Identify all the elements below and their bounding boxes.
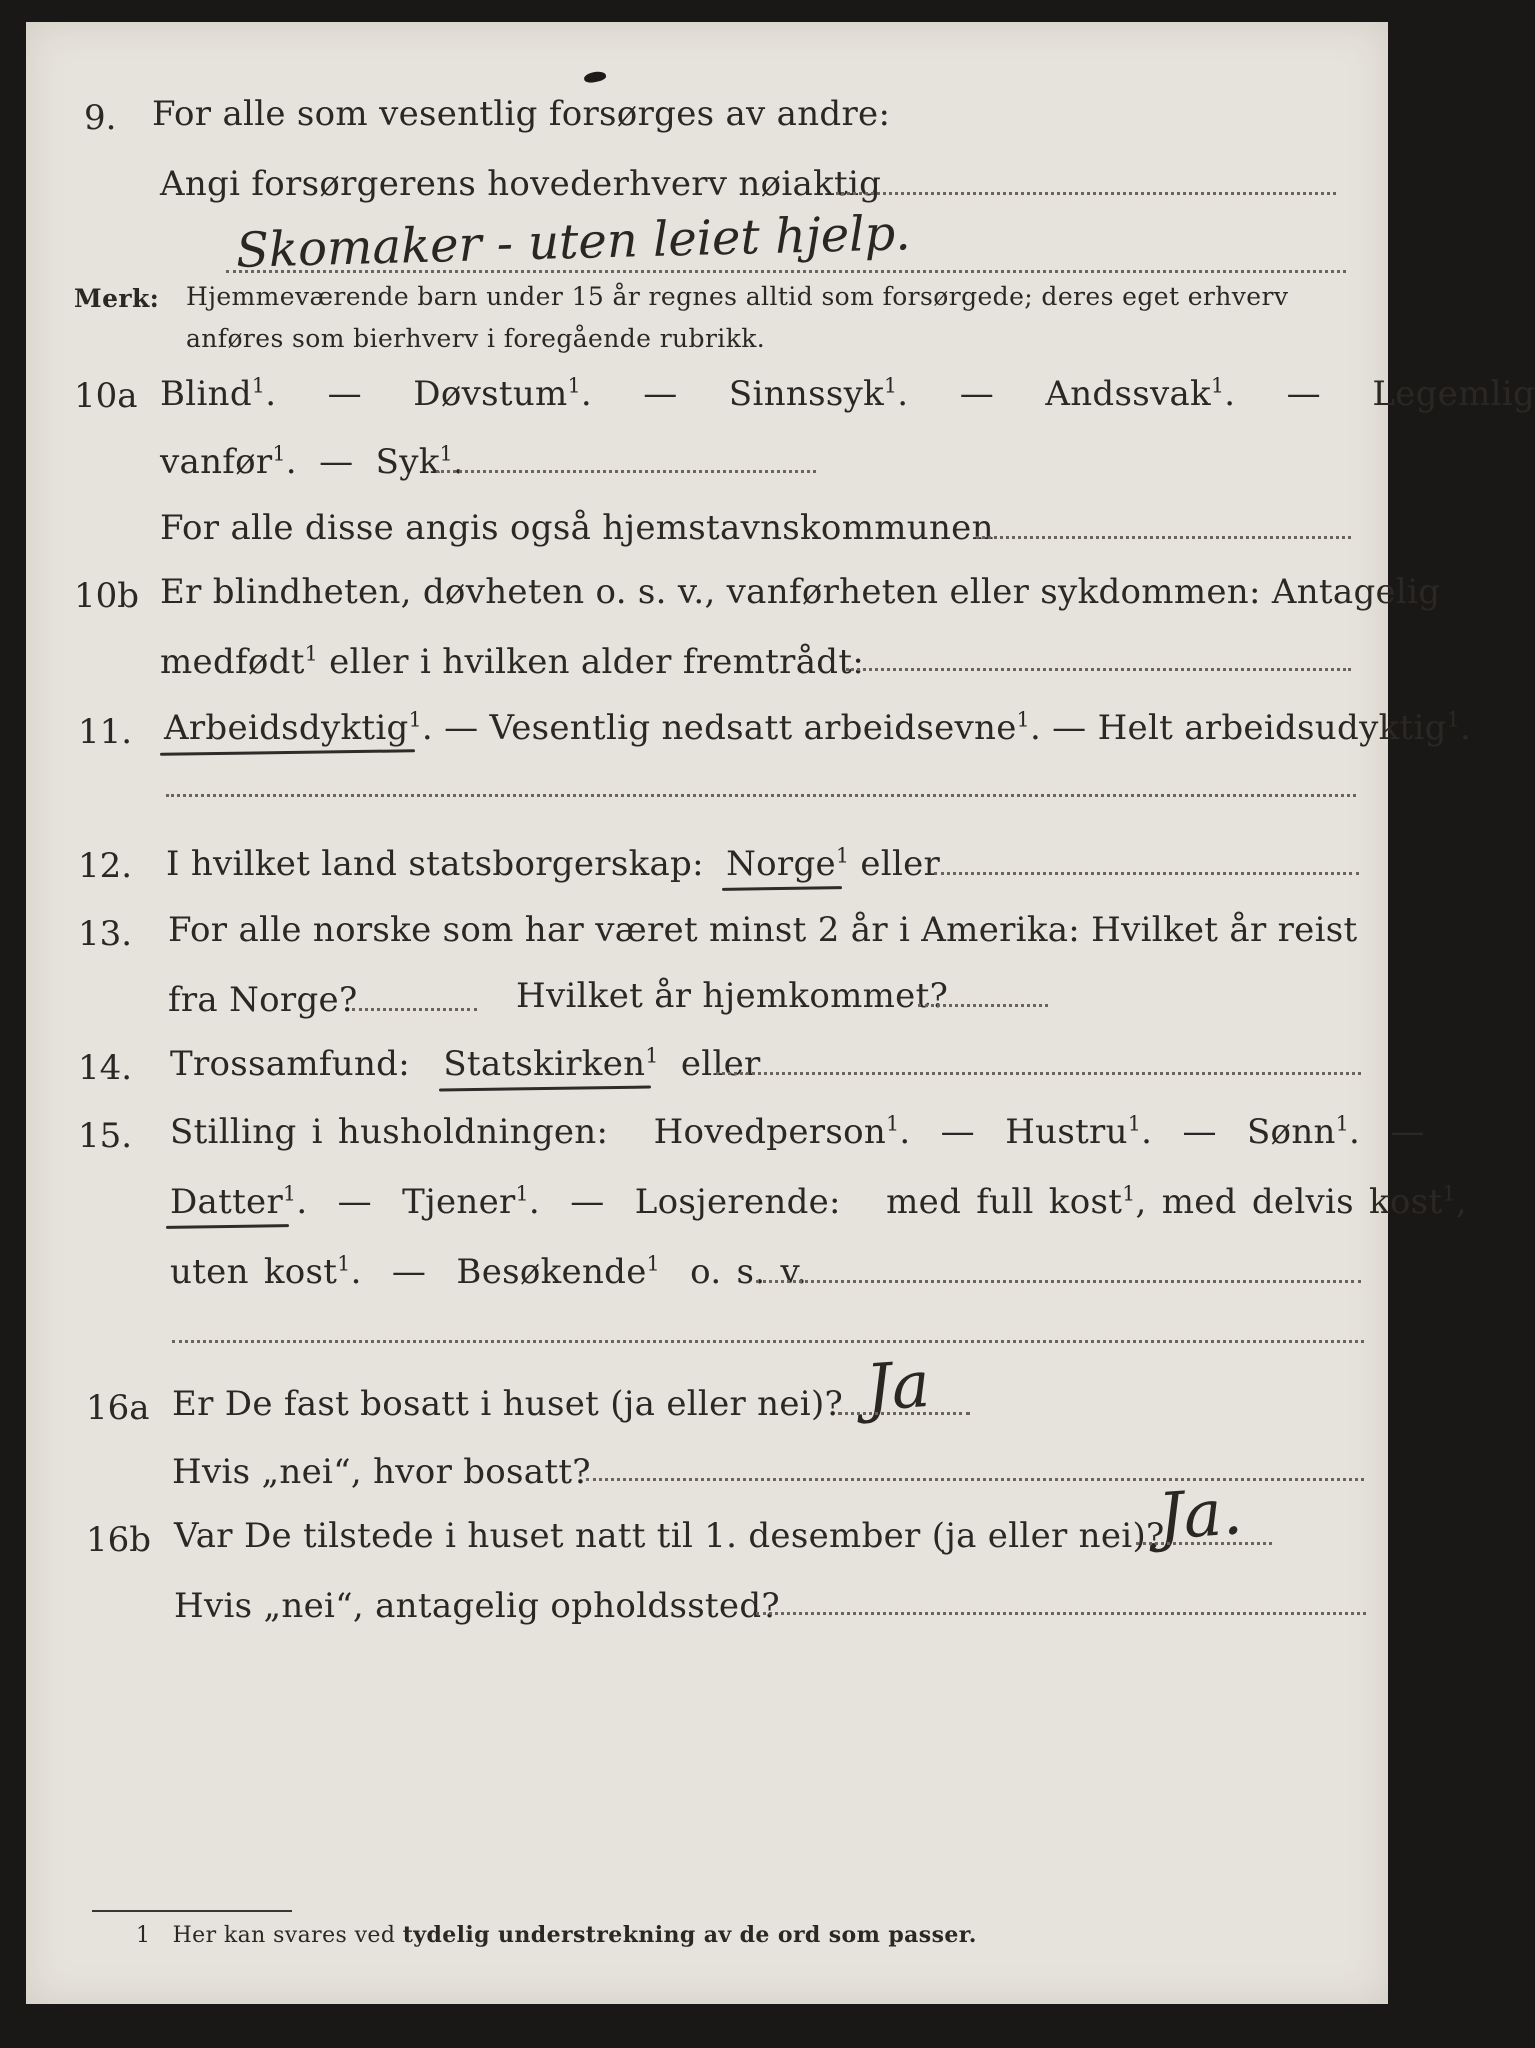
opt-delvis-kost[interactable]: med delvis kost: [1161, 1182, 1443, 1222]
q9-answer-dotline: [226, 270, 1346, 273]
q10a-line-3: For alle disse angis også hjemstavnskommunen: [160, 508, 994, 548]
q16b-line-1: Var De tilstede i huset natt til 1. desember (ja eller nei)?: [174, 1516, 1165, 1556]
q10b-dotline: [846, 668, 1351, 671]
q16b-answer-dotline: [1136, 1542, 1272, 1545]
note-line-2: anføres som bierhverv i foregående rubrikk.: [186, 324, 766, 353]
q10b-number: 10b: [74, 576, 140, 616]
q11-dotline: [166, 794, 1356, 797]
q15-number: 15.: [78, 1116, 133, 1156]
footnote-rule: [92, 1910, 292, 1912]
opt-hustru[interactable]: Hustru: [1005, 1112, 1128, 1152]
q9-title: For alle som vesentlig forsørges av andre:: [152, 94, 891, 134]
q10a-hjemstavn-dotline: [976, 536, 1351, 539]
q16a-handwritten-answer[interactable]: Ja: [863, 1347, 933, 1427]
q13-reist-dotline: [352, 1008, 477, 1011]
opt-dovstum[interactable]: Døvstum: [413, 374, 568, 414]
q11-number: 11.: [78, 712, 133, 752]
q9-number: 9.: [84, 98, 117, 138]
q15-dotline-2: [172, 1340, 1364, 1343]
opt-uten-kost[interactable]: uten kost: [170, 1252, 338, 1292]
q13-line-1: For alle norske som har været minst 2 år i Amerika: Hvilket år reist: [168, 910, 1358, 950]
opt-hovedperson[interactable]: Hovedperson: [653, 1112, 887, 1152]
opt-tjener[interactable]: Tjener: [402, 1182, 516, 1222]
q15-line-1: Stilling i husholdningen: Hovedperson$^1$. — Hustru$^1$. — Sønn$^1$. —: [170, 1111, 1425, 1152]
q16b-number: 16b: [86, 1520, 152, 1560]
opt-statskirken[interactable]: Statskirken: [443, 1044, 646, 1084]
q13-hjemkommet-dotline: [918, 1004, 1048, 1007]
opt-medfodt[interactable]: medfødt: [160, 642, 305, 682]
q9-prompt: Angi forsørgerens hovederhverv nøiaktig: [160, 164, 882, 204]
opt-andssvak[interactable]: Andssvak: [1045, 374, 1211, 414]
opt-blind[interactable]: Blind: [160, 374, 252, 414]
q16a-bosatt-dotline: [586, 1478, 1364, 1481]
opt-datter[interactable]: Datter: [170, 1182, 284, 1222]
q14-line: Trossamfund: Statskirken$^1$ eller: [170, 1043, 761, 1084]
footnote: 1 Her kan svares ved tydelig understrekning av de ord som passer.: [136, 1922, 977, 1948]
opt-arbeidsudyktig[interactable]: Helt arbeidsudyktig: [1097, 708, 1447, 748]
q13-line-2b: Hvilket år hjemkommet?: [516, 976, 949, 1016]
q10a-number: 10a: [74, 376, 138, 416]
q10b-line-2: medfødt$^1$ eller i hvilken alder fremtrådt:: [160, 641, 865, 682]
q15-line-2: Datter$^1$. — Tjener$^1$. — Losjerende: med full kost$^1$, med delvis kost$^1$,: [170, 1181, 1467, 1222]
q12-dotline: [934, 872, 1359, 875]
census-form-page: [26, 22, 1535, 2004]
q10a-line-2: vanfør$^1$. — Syk$^1$.: [160, 441, 465, 482]
q9-handwritten-answer[interactable]: Skomaker - uten leiet hjelp.: [235, 205, 912, 279]
q16b-line-2: Hvis „nei“, antagelig opholdssted?: [174, 1586, 780, 1626]
q10a-line-1: Blind$^1$. — Døvstum$^1$. — Sinnssyk$^1$. — Andssvak$^1$. — Legemlig: [160, 373, 1535, 414]
opt-syk[interactable]: Syk: [375, 442, 440, 482]
opt-full-kost[interactable]: med full kost: [886, 1182, 1123, 1222]
q16b-opholdssted-dotline: [756, 1612, 1366, 1615]
q15-line-3: uten kost$^1$. — Besøkende$^1$ o. s. v.: [170, 1251, 808, 1292]
opt-legemlig[interactable]: Legemlig: [1372, 374, 1535, 414]
q13-number: 13.: [78, 914, 133, 954]
q9-prompt-dotline: [836, 192, 1336, 195]
note-line-1: Hjemmeværende barn under 15 år regnes alltid som forsørgede; deres eget erhverv: [186, 282, 1289, 311]
opt-vanfor[interactable]: vanfør: [160, 442, 273, 482]
opt-besokende[interactable]: Besøkende: [456, 1252, 647, 1292]
q14-dotline: [716, 1072, 1361, 1075]
q16a-number: 16a: [86, 1388, 150, 1428]
opt-sonn[interactable]: Sønn: [1246, 1112, 1336, 1152]
opt-nedsatt-arbeidsevne[interactable]: Vesentlig nedsatt arbeidsevne: [489, 708, 1017, 748]
note-label: Merk:: [74, 284, 160, 313]
opt-arbeidsdyktig[interactable]: Arbeidsdyktig: [164, 708, 409, 748]
q12-line: I hvilket land statsborgerskap: Norge$^1$ eller: [166, 843, 941, 884]
opt-sinnssyk[interactable]: Sinnssyk: [728, 374, 884, 414]
opt-norge[interactable]: Norge: [726, 844, 836, 884]
q14-number: 14.: [78, 1048, 133, 1088]
q13-line-2a: fra Norge?: [168, 980, 358, 1020]
ink-blot: [583, 70, 607, 84]
q16a-answer-dotline: [838, 1412, 970, 1415]
q12-number: 12.: [78, 846, 133, 886]
footnote-marker: 1: [136, 1923, 151, 1948]
q10a-syk-dotline: [436, 470, 816, 473]
q10b-line-1: Er blindheten, døvheten o. s. v., vanførheten eller sykdommen: Antagelig: [160, 572, 1441, 612]
q11-line: Arbeidsdyktig$^1$. — Vesentlig nedsatt arbeidsevne$^1$. — Helt arbeidsudyktig$^1$.: [164, 707, 1472, 748]
q15-dotline-1: [756, 1280, 1361, 1283]
q16a-line-1: Er De fast bosatt i huset (ja eller nei)?: [172, 1384, 844, 1424]
q16b-handwritten-answer[interactable]: Ja.: [1155, 1475, 1245, 1555]
q16a-line-2: Hvis „nei“, hvor bosatt?: [172, 1452, 591, 1492]
